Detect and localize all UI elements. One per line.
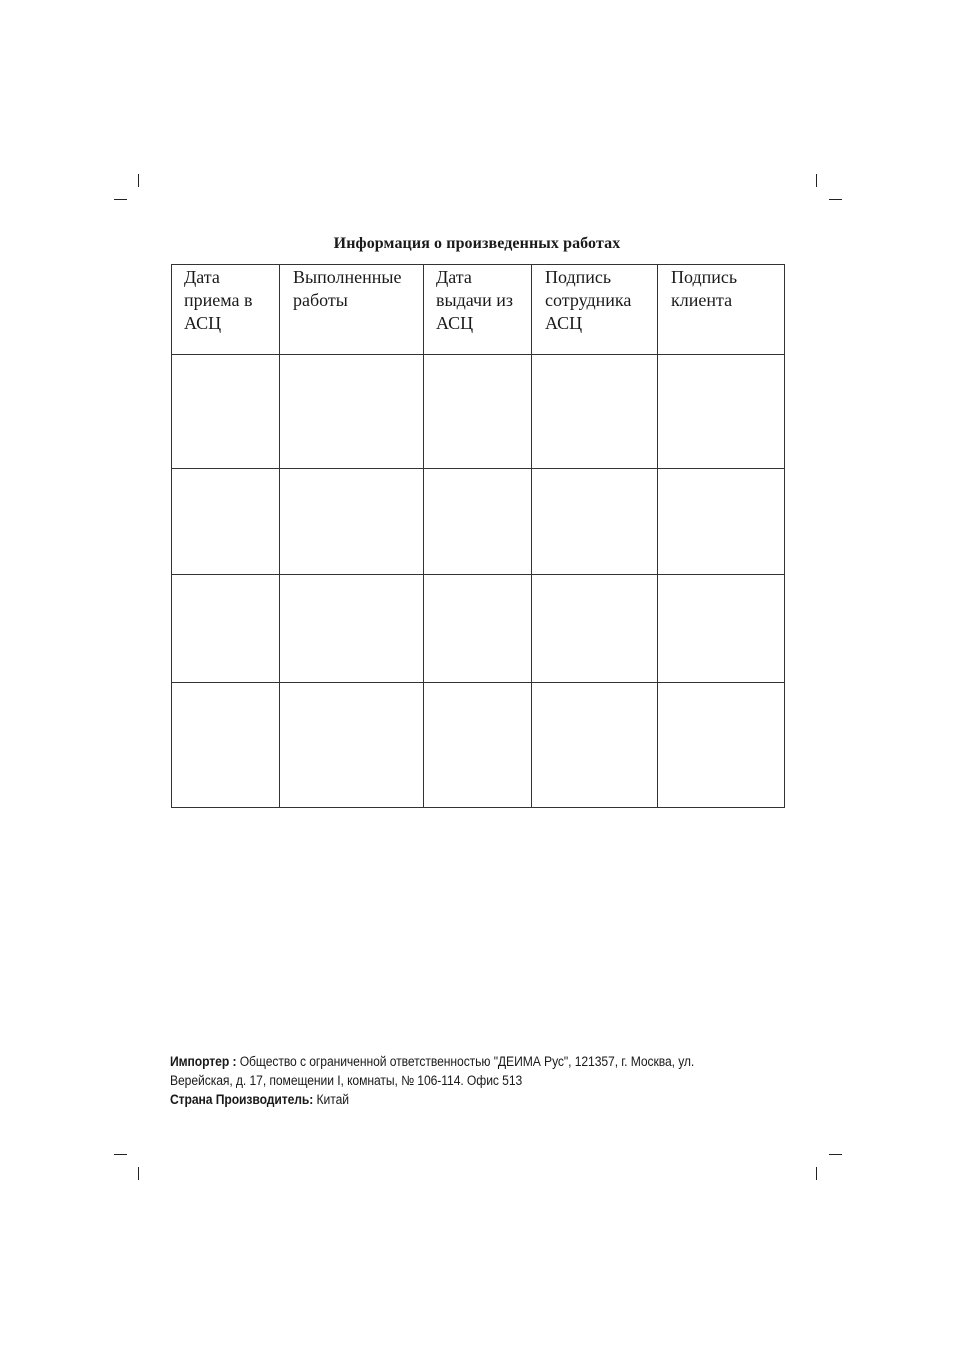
table-cell[interactable] — [658, 469, 785, 575]
importer-address-line: Верейская, д. 17, помещении I, комнаты, № 106-114. Офис 513 — [170, 1073, 523, 1088]
country-line — [170, 1090, 746, 1109]
header-client-signature: Подпись клиента — [658, 265, 785, 355]
table-cell[interactable] — [280, 355, 424, 469]
country-label: Страна Производитель: — [170, 1092, 314, 1107]
table-cell[interactable] — [658, 355, 785, 469]
table-row — [172, 575, 785, 683]
crop-mark-bottom-right-vertical — [816, 1167, 817, 1180]
crop-mark-top-right-horizontal — [829, 199, 842, 200]
header-receive-date: Дата приема в АСЦ — [172, 265, 280, 355]
crop-mark-bottom-right-horizontal — [829, 1154, 842, 1155]
table-cell[interactable] — [424, 355, 532, 469]
crop-mark-top-left-horizontal — [114, 199, 127, 200]
table-cell[interactable] — [532, 355, 658, 469]
crop-mark-top-right-vertical — [816, 174, 817, 187]
table-cell[interactable] — [658, 683, 785, 808]
crop-mark-bottom-left-vertical — [138, 1167, 139, 1180]
table-cell[interactable] — [172, 575, 280, 683]
table-cell[interactable] — [172, 355, 280, 469]
works-table — [171, 264, 785, 808]
header-issue-date: Дата выдачи из АСЦ — [424, 265, 532, 355]
table-cell[interactable] — [280, 575, 424, 683]
country-text: Китай — [313, 1092, 349, 1107]
table-cell[interactable] — [532, 469, 658, 575]
table-cell[interactable] — [658, 575, 785, 683]
table-row — [172, 469, 785, 575]
table-row — [172, 683, 785, 808]
table-cell[interactable] — [280, 683, 424, 808]
table-cell[interactable] — [424, 469, 532, 575]
header-works-done: Выполненные работы — [280, 265, 424, 355]
importer-label: Импортер : — [170, 1054, 237, 1069]
importer-text: Общество с ограниченной ответственностью "ДЕИМА Рус", 121357, г. Москва, ул. — [236, 1054, 695, 1069]
table-cell[interactable] — [280, 469, 424, 575]
table-cell[interactable] — [532, 683, 658, 808]
table-cell[interactable] — [172, 683, 280, 808]
crop-mark-bottom-left-horizontal — [114, 1154, 127, 1155]
importer-info — [170, 1052, 746, 1109]
table-cell[interactable] — [424, 683, 532, 808]
page-title: Информация о произведенных работах — [333, 235, 621, 252]
crop-mark-top-left-vertical — [138, 174, 139, 187]
importer-line — [170, 1052, 746, 1071]
table-row — [172, 355, 785, 469]
table-cell[interactable] — [172, 469, 280, 575]
table-cell[interactable] — [532, 575, 658, 683]
table-cell[interactable] — [424, 575, 532, 683]
header-employee-signature: Подпись сотрудника АСЦ — [532, 265, 658, 355]
table-header-row — [172, 265, 785, 355]
